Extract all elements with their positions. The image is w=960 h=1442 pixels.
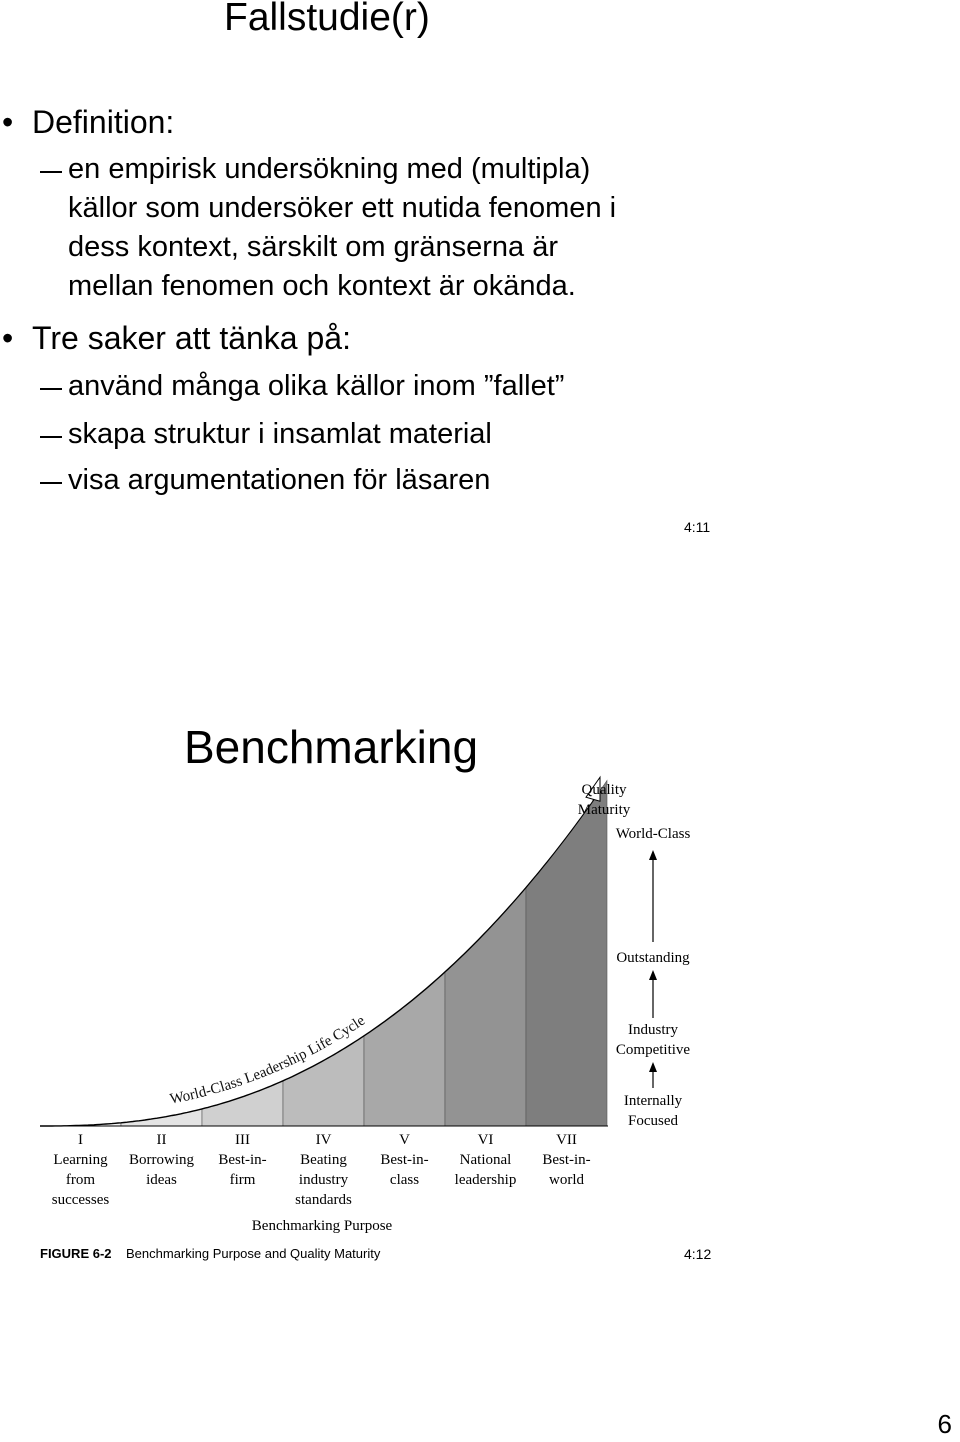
stage-numeral: IV [315,1132,332,1148]
stage-label: successes [51,1192,110,1208]
bullet-text: Tre saker att tänka på: [32,320,351,356]
slide-number: 4:12 [684,1246,712,1262]
stage-numeral: V [399,1132,410,1148]
definition-text: en empirisk undersökning med (multipla) [68,153,591,185]
y-axis-title-line2: Maturity [577,802,631,818]
curve-label: World-Class Leadership Life Cycle [168,1012,369,1108]
slide-title-fallstudie: Fallstudie(r) [224,0,430,39]
stage-label: Best-in- [218,1152,267,1168]
slide-number: 4:11 [684,519,711,535]
stage-bars [40,781,607,1127]
stage-numeral: VI [477,1132,494,1148]
stage-label: class [389,1172,420,1188]
maturity-level-label: Outstanding [616,950,690,966]
maturity-level-label: Industry [628,1022,678,1038]
stage-numeral: VII [556,1132,577,1148]
stage-label: standards [295,1192,352,1208]
definition-text: källor som undersöker ett nutida fenomen i [68,192,617,224]
dash-icon [40,388,62,390]
stage-label: firm [229,1172,256,1188]
dash-icon [40,482,62,484]
definition-text: dess kontext, särskilt om gränserna är [68,231,558,263]
stage-label: world [549,1172,584,1188]
dash-icon [40,171,62,173]
figure-caption-label: FIGURE 6-2 [40,1246,112,1261]
maturity-level-label: Focused [628,1113,678,1129]
subitem-text: använd många olika källor inom ”fallet” [68,370,565,402]
page-number: 6 [937,1409,952,1439]
stage-label: Beating [300,1152,347,1168]
stage-numeral: I [78,1132,83,1148]
stage-numeral: II [156,1132,167,1148]
subitem-text: skapa struktur i insamlat material [68,418,492,450]
stage-label: National [459,1152,512,1168]
maturity-level-label: World-Class [615,826,691,842]
stage-label: Best-in- [380,1152,429,1168]
figure-caption-text: Benchmarking Purpose and Quality Maturity [126,1246,381,1261]
stage-label: ideas [146,1172,177,1188]
maturity-levels [616,826,691,1129]
benchmarking-figure [36,770,716,1270]
y-axis-title-line1: Quality [581,782,627,798]
stage-bar [445,887,526,1126]
bullet-text: Definition: [32,104,175,140]
stage-numeral: III [235,1132,250,1148]
stage-bar [364,972,445,1126]
stage-label: leadership [454,1172,517,1188]
bullet-dot-icon: • [2,104,14,140]
slide-title-benchmarking: Benchmarking [184,721,479,773]
dash-icon [40,436,62,438]
subitem-text: visa argumentationen för läsaren [68,464,491,496]
stage-labels [52,1132,591,1208]
bullet-dot-icon: • [2,320,14,356]
definition-text: mellan fenomen och kontext är okända. [68,270,576,302]
up-arrow-icon [649,850,657,860]
stage-label: from [65,1172,96,1188]
up-arrow-icon [649,1062,657,1072]
stage-label: Borrowing [129,1152,194,1168]
x-axis-title: Benchmarking Purpose [251,1218,393,1234]
maturity-level-label: Competitive [615,1042,691,1058]
stage-label: Best-in- [542,1152,591,1168]
stage-label: industry [298,1172,349,1188]
maturity-level-label: Internally [623,1093,683,1109]
stage-label: Learning [53,1152,108,1168]
up-arrow-icon [649,970,657,980]
